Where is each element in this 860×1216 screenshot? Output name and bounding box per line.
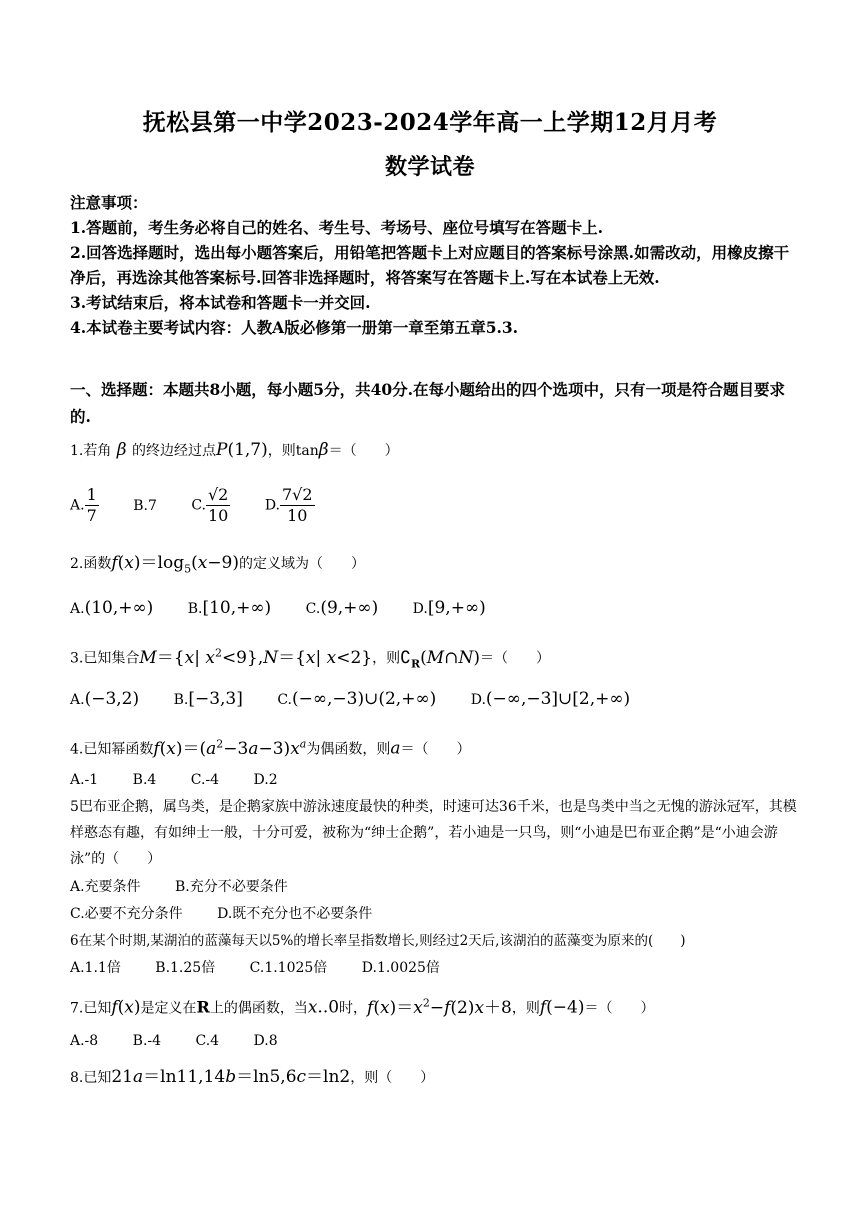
q3-option-a-value: (−3,2) xyxy=(84,689,140,709)
q4-var-a: a xyxy=(390,738,401,759)
question-1-options xyxy=(70,485,345,526)
q2-option-a-value: (10,+∞) xyxy=(84,598,154,618)
q7-option-b: B.-4 xyxy=(132,1033,162,1049)
note-item-3: 3.考试结束后，将本试卷和答题卡一并交回. xyxy=(70,293,371,312)
note-item-4: 4.本试卷主要考试内容：人教A版必修第一册第一章至第五章5.3. xyxy=(70,318,519,337)
q7-option-c: C.4 xyxy=(195,1033,220,1049)
q4-option-a: A.-1 xyxy=(70,772,99,788)
question-1-stem xyxy=(70,440,399,461)
q6-option-a: A.1.1倍 xyxy=(70,960,121,976)
question-6-stem: 6在某个时期,某湖泊的蓝藻每天以5%的增长率呈指数增长,则经过2天后,该湖泊的蓝藻变为原来的( ) xyxy=(70,933,686,949)
q8-text-b: ，则（ ） xyxy=(350,1070,435,1086)
question-4-stem xyxy=(70,734,471,760)
q3-option-d-label: D. xyxy=(470,692,486,708)
q4-option-b: B.4 xyxy=(132,772,157,788)
q4-text-c: ＝（ ） xyxy=(400,741,471,758)
q7-text-b: 是定义在 xyxy=(140,1000,197,1017)
q2-option-b-value: [10,+∞) xyxy=(202,598,272,618)
q1-beta-2: β xyxy=(318,440,329,460)
q7-option-d: D.8 xyxy=(253,1033,278,1049)
exam-subtitle: 数学试卷 xyxy=(384,154,475,180)
q1-frac-a-num: 1 xyxy=(86,485,97,504)
q1-text-b: 的终边经过点 xyxy=(132,443,216,459)
q3-option-c-label: C. xyxy=(277,692,292,708)
q4-text-b: 为偶函数，则 xyxy=(306,741,391,758)
q2-option-c-value: (9,+∞) xyxy=(320,598,379,618)
q7-cond: x..0 xyxy=(307,997,340,1018)
q3-option-d xyxy=(471,687,630,712)
question-6-options xyxy=(70,956,470,980)
question-4-options xyxy=(70,768,308,792)
q2-option-b xyxy=(188,596,271,621)
q3-option-a xyxy=(70,687,139,712)
question-7-stem xyxy=(70,993,655,1019)
q1-frac-c xyxy=(206,485,230,526)
q2-formula: f xyxy=(111,553,118,573)
q2-option-c-label: C. xyxy=(305,601,321,617)
q2-option-a xyxy=(70,596,153,621)
q1-frac-a xyxy=(85,485,99,526)
q3-text-c: ＝（ ） xyxy=(479,650,550,667)
q1-frac-d xyxy=(280,485,315,526)
q6-option-d: D.1.0025倍 xyxy=(361,960,440,976)
exam-title: 抚松县第一中学2023-2024学年高一上学期12月月考 xyxy=(142,109,718,136)
question-3-options xyxy=(70,687,660,712)
q7-target: f(−4) xyxy=(539,997,585,1018)
q7-text-a: 7.已知 xyxy=(70,1000,112,1017)
q7-text-c: 上的偶函数，当 xyxy=(209,1000,308,1017)
q4-formula: $f(x)=(a^2-3a-3)x^a$ xyxy=(153,737,307,759)
q3-text-b: ，则 xyxy=(372,650,401,667)
q8-text-a: 8.已知 xyxy=(70,1070,112,1086)
note-item-2: 2.回答选择题时，选出每小题答案后，用铅笔把答题卡上对应题目的答案标号涂黑.如需改动，用橡皮擦干净后，再选涂其他答案标号.回答非选择题时，将答案写在答题卡上.写在本试卷上无效. xyxy=(70,243,790,287)
q1-option-d-label: D. xyxy=(264,497,280,514)
q7-formula: $f(x)=x^2-f(2)x+8$ xyxy=(367,996,512,1018)
q1-text-c: ，则tan xyxy=(267,443,319,459)
q1-option-c-label: C. xyxy=(191,497,206,514)
q7-reals: R xyxy=(196,997,210,1017)
q3-option-c xyxy=(277,687,436,712)
question-8-stem xyxy=(70,1067,434,1088)
section-heading: 一、选择题：本题共8小题，每小题5分，共40分.在每小题给出的四个选项中，只有一项是符合题目要求的. xyxy=(70,380,786,426)
q1-frac-c-num: √2 xyxy=(207,485,229,504)
q7-text-e: ，则 xyxy=(511,1000,540,1017)
q6-option-c: C.1.1025倍 xyxy=(249,960,328,976)
q2-text-b: 的定义域为（ ） xyxy=(239,556,366,572)
q4-option-d: D.2 xyxy=(253,772,278,788)
question-5-stem: 5巴布亚企鹅，属鸟类，是企鹅家族中游泳速度最快的种类，时速可达36千米，也是鸟类中当之无愧的游泳冠军，其模样憨态有趣，有如绅士一般，十分可爱，被称为“绅士企鹅”，若小迪是一只鸟，则“小迪是巴布亚企鹅”是“小迪会游泳”的（ ） xyxy=(70,799,797,867)
q1-option-c xyxy=(191,485,230,526)
q7-fx: f(x) xyxy=(111,997,141,1018)
q4-text-a: 4.已知幂函数 xyxy=(70,741,154,758)
question-2-options xyxy=(70,596,516,621)
notes-heading: 注意事项： xyxy=(70,193,148,212)
q1-frac-c-den: 10 xyxy=(207,506,229,525)
question-5-options-row1 xyxy=(70,875,318,899)
q2-option-d-label: D. xyxy=(412,601,428,617)
q2-option-b-label: B. xyxy=(187,601,203,617)
q1-point-coords: (1,7) xyxy=(227,440,268,460)
q1-option-a-label: A. xyxy=(70,497,85,514)
q3-text-a: 3.已知集合 xyxy=(70,650,140,667)
note-item-1: 1.答题前，考生务必将自己的姓名、考生号、考场号、座位号填写在答题卡上. xyxy=(70,218,604,237)
q3-option-b-value: [−3,3] xyxy=(188,689,243,709)
q1-point: P xyxy=(216,440,228,460)
q1-beta: β xyxy=(111,440,132,460)
q5-option-a: A.充要条件 xyxy=(70,879,141,895)
q1-option-a xyxy=(70,485,99,526)
notes-block xyxy=(70,190,795,340)
q3-option-b-label: B. xyxy=(173,692,189,708)
q3-complement: $∁_R(M\cap N)$ xyxy=(400,647,480,671)
q6-option-b: B.1.25倍 xyxy=(155,960,216,976)
q1-text-a: 1.若角 xyxy=(70,443,112,459)
q1-option-b: B.7 xyxy=(133,497,157,514)
question-5-options-row2 xyxy=(70,902,402,926)
q1-text-d: ＝（ ） xyxy=(328,443,399,459)
question-2-stem xyxy=(70,553,365,579)
q7-text-d: 时， xyxy=(339,1000,368,1017)
q3-option-d-value: (−∞,−3]∪[2,+∞) xyxy=(485,689,631,709)
q5-option-b: B.充分不必要条件 xyxy=(175,879,288,895)
q3-option-c-value: (−∞,−3)∪(2,+∞) xyxy=(291,689,437,709)
q7-option-a: A.-8 xyxy=(70,1033,99,1049)
q1-frac-d-den: 10 xyxy=(287,506,308,525)
q2-option-d xyxy=(413,596,486,621)
q2-option-d-value: [9,+∞) xyxy=(427,598,486,618)
question-3-stem xyxy=(70,643,550,674)
q1-option-d xyxy=(265,485,315,526)
q4-option-c: C.-4 xyxy=(190,772,220,788)
q5-option-c: C.必要不充分条件 xyxy=(70,906,183,922)
question-7-options xyxy=(70,1029,308,1053)
q8-formula: 21a＝ln11,14b＝ln5,6c＝ln2 xyxy=(111,1067,351,1087)
q2-text-a: 2.函数 xyxy=(70,556,112,572)
q1-frac-d-num: 7√2 xyxy=(282,485,313,504)
q2-option-c xyxy=(306,596,379,621)
q7-text-f: ＝（ ） xyxy=(584,1000,655,1017)
q5-option-d: D.既不充分也不必要条件 xyxy=(217,906,373,922)
q3-sets: M＝{x| $x^2<9\},N=\{x|$ x<2} xyxy=(139,646,373,668)
q2-option-a-label: A. xyxy=(70,601,85,617)
q1-frac-a-den: 7 xyxy=(86,506,97,525)
q3-option-a-label: A. xyxy=(70,692,85,708)
q2-formula-rest: $(x)=\log_5(x-9)$ xyxy=(117,553,240,576)
q3-option-b xyxy=(174,687,243,712)
